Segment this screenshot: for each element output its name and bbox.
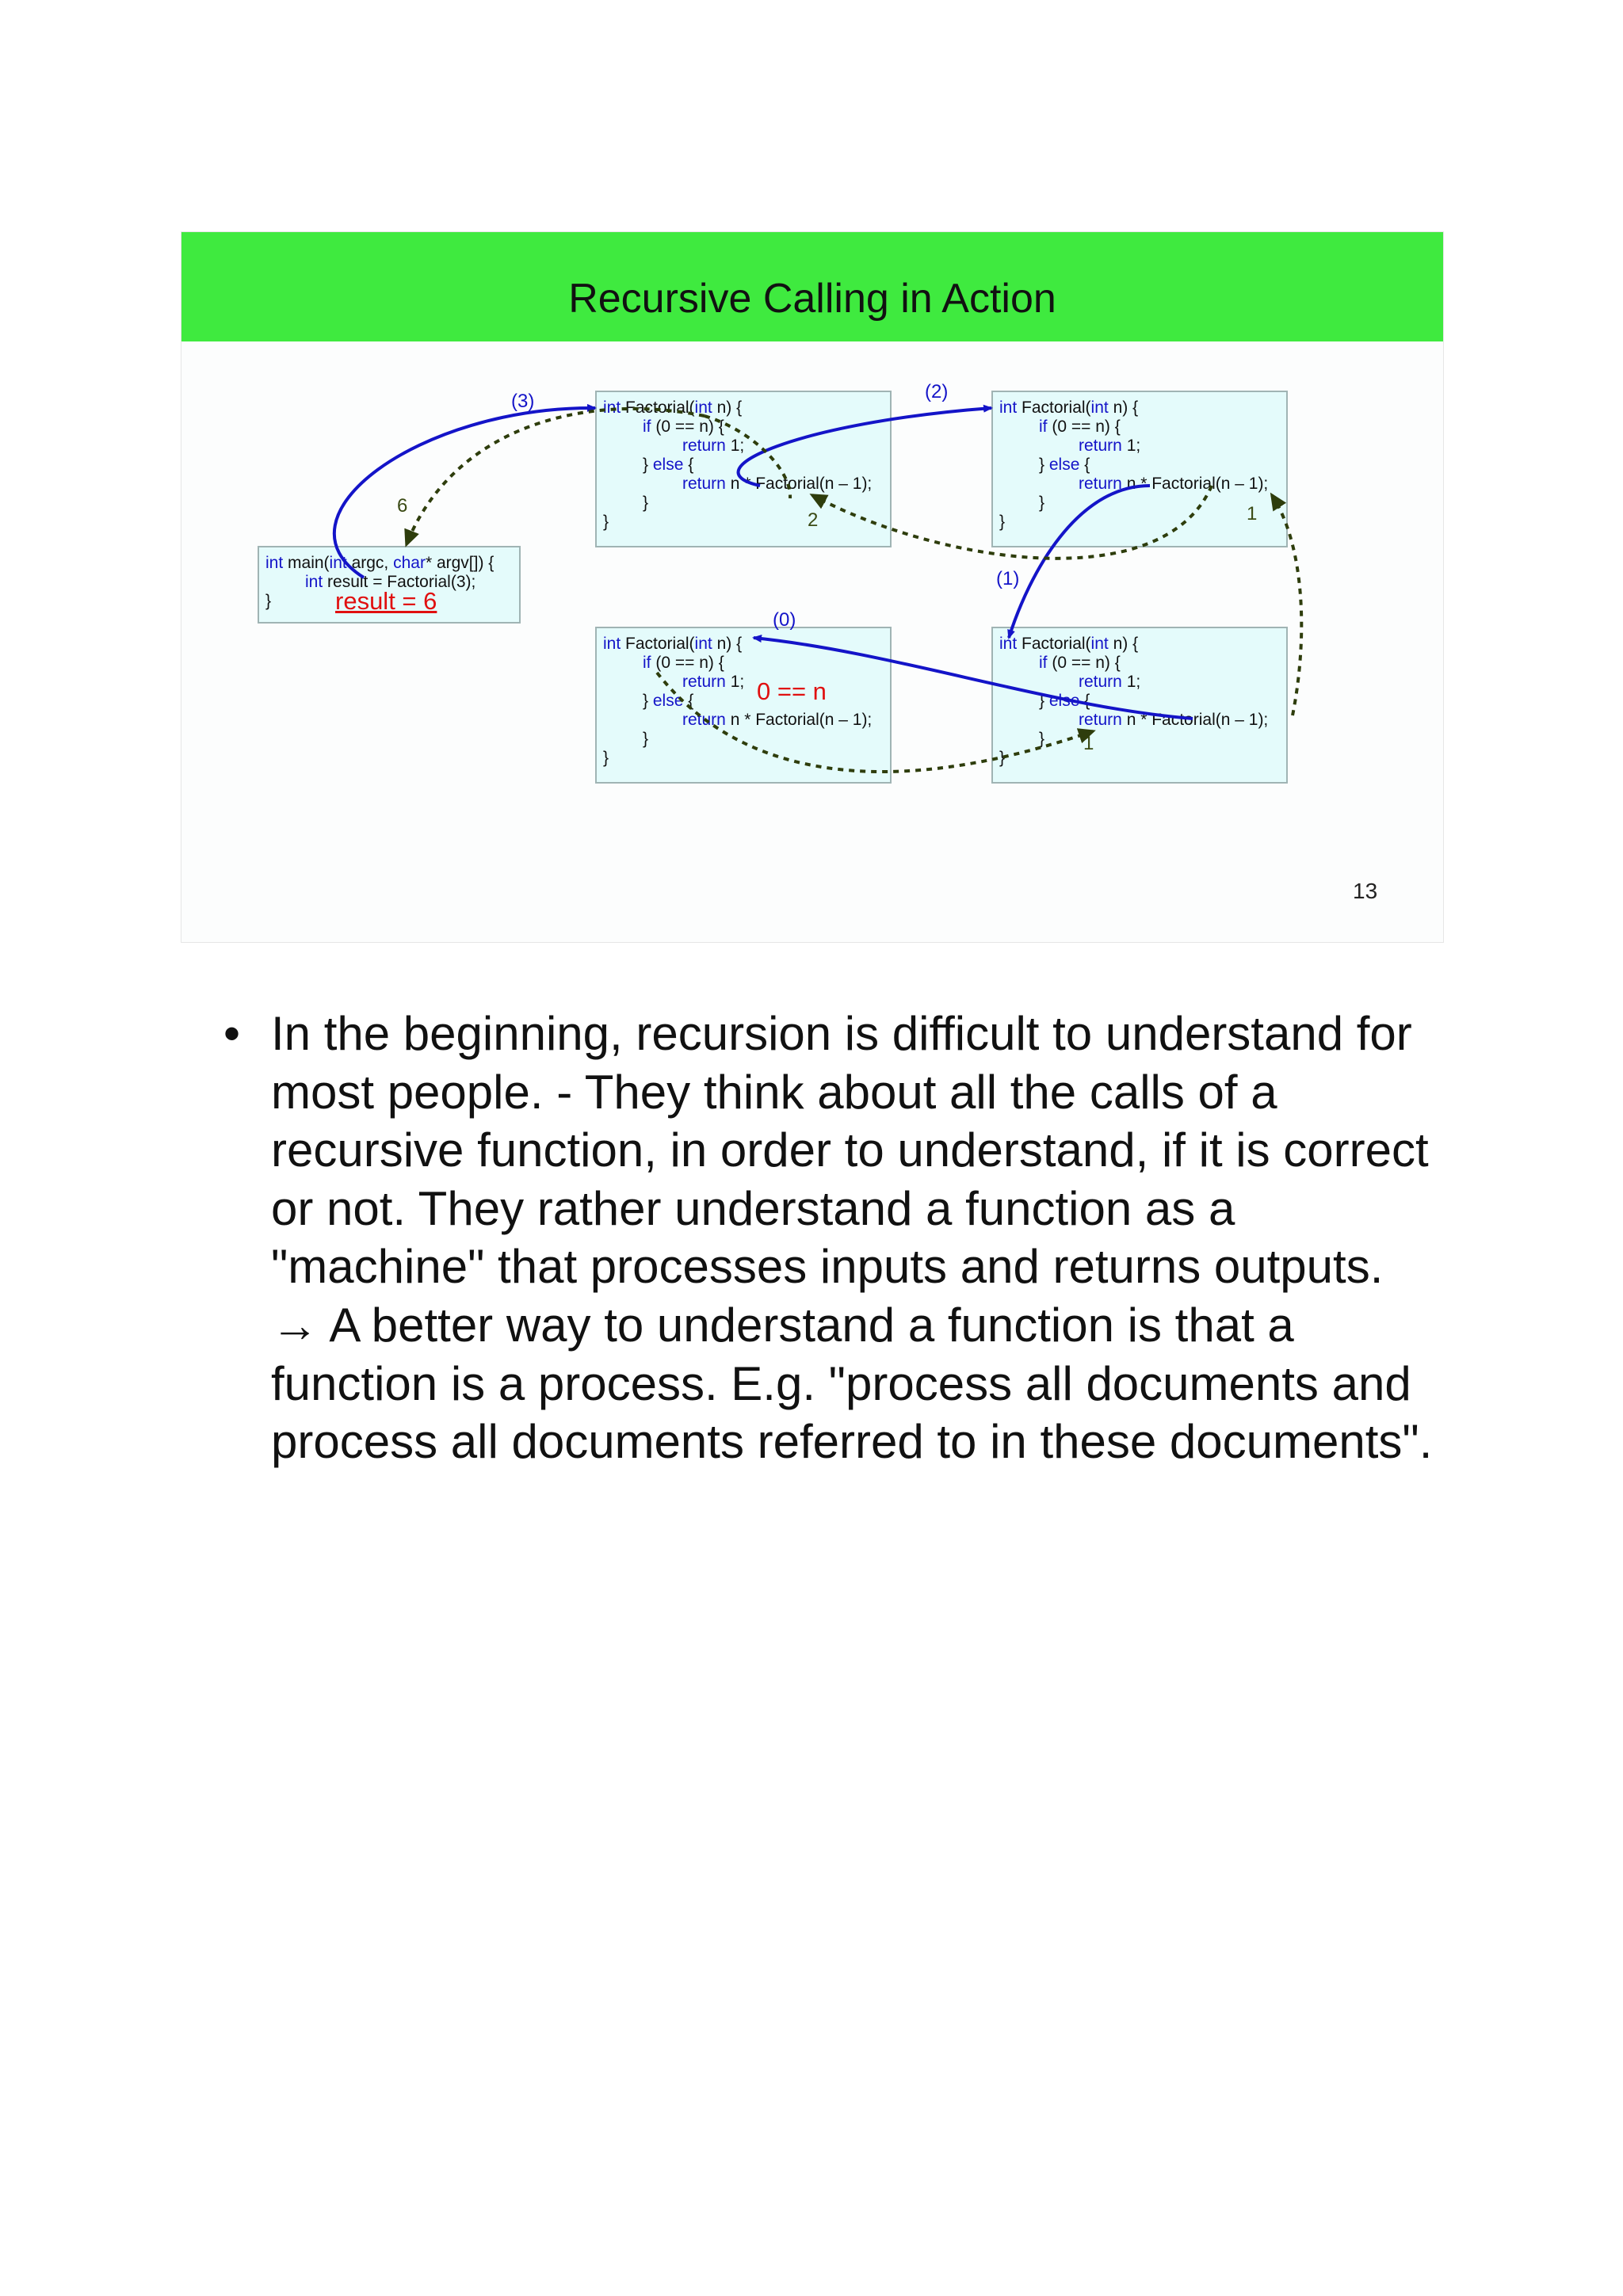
notes-bullet-list bbox=[223, 1005, 1444, 1471]
fact-line-3: return 1; bbox=[1079, 437, 1141, 455]
fact-line-3: return 1; bbox=[1079, 673, 1141, 691]
return-arrow-1 bbox=[1272, 495, 1301, 715]
return-label-1-lower: 1 bbox=[1083, 733, 1094, 754]
fact-line-2: if (0 == n) { bbox=[1039, 418, 1121, 436]
fact-line-5: return n * Factorial(n – 1); bbox=[1079, 711, 1269, 729]
return-arrow-2 bbox=[812, 486, 1212, 559]
return-label-2: 2 bbox=[808, 509, 819, 531]
base-case-label: 0 == n bbox=[757, 677, 827, 705]
fact-line-1: int Factorial(int n) { bbox=[603, 399, 743, 417]
return-arrow-from-box-n3 bbox=[705, 416, 790, 498]
return-arrow-6 bbox=[407, 409, 705, 544]
fact-line-7: } bbox=[999, 749, 1006, 767]
slide-page-number: 13 bbox=[1353, 879, 1378, 903]
fact-line-3: return 1; bbox=[682, 673, 745, 691]
call-arrow-1 bbox=[1009, 486, 1150, 638]
fact-line-5: return n * Factorial(n – 1); bbox=[682, 711, 873, 729]
notes-text: In the beginning, recursion is difficult to understand for most people. - They think about all the calls of a recursive function, in order to understand, if it is correct or not. They rather understand a function as a "machine" that processes inputs and returns outputs. → A better way to understand a function is that a function is a process. E.g. "process all documents and process all documents referred to in these documents". bbox=[271, 1007, 1433, 1469]
fact-line-7: } bbox=[999, 513, 1006, 531]
fact-line-1: int Factorial(int n) { bbox=[999, 399, 1139, 417]
fact-line-4: } else { bbox=[643, 456, 694, 474]
fact-line-1: int Factorial(int n) { bbox=[999, 635, 1139, 653]
main-line-3: } bbox=[265, 592, 272, 610]
main-line-1: int main(int argc, char* argv[]) { bbox=[265, 554, 495, 572]
recursion-diagram bbox=[181, 232, 1445, 944]
slide-title: Recursive Calling in Action bbox=[568, 276, 1056, 322]
fact-line-5: return n * Factorial(n – 1); bbox=[682, 475, 873, 493]
call-arrow-0 bbox=[754, 638, 1193, 719]
main-line-2: int result = Factorial(3); bbox=[305, 573, 476, 591]
call-arrow-2 bbox=[739, 408, 991, 486]
slide bbox=[181, 231, 1444, 943]
call-label-3: (3) bbox=[511, 391, 535, 412]
arrow-layer bbox=[181, 232, 1445, 944]
notes-bullet-item bbox=[223, 1005, 1444, 1471]
fact-line-4: } else { bbox=[1039, 692, 1090, 710]
fact-line-2: if (0 == n) { bbox=[643, 418, 724, 436]
fact-line-6: } bbox=[1039, 494, 1045, 512]
call-label-0: (0) bbox=[773, 609, 796, 631]
fact-line-3: return 1; bbox=[682, 437, 745, 455]
fact-line-4: } else { bbox=[1039, 456, 1090, 474]
call-arrow-3 bbox=[334, 408, 595, 578]
return-arrow-0 bbox=[657, 673, 1093, 772]
fact-line-2: if (0 == n) { bbox=[1039, 654, 1121, 672]
fact-line-6: } bbox=[643, 730, 649, 748]
fact-line-7: } bbox=[603, 513, 609, 531]
call-label-2: (2) bbox=[925, 381, 949, 402]
fact-line-1: int Factorial(int n) { bbox=[603, 635, 743, 653]
return-label-1-upper: 1 bbox=[1247, 503, 1258, 524]
bullet-dot-icon: • bbox=[223, 1007, 241, 1060]
result-label: result = 6 bbox=[335, 587, 437, 615]
fact-line-2: if (0 == n) { bbox=[643, 654, 724, 672]
call-label-1: (1) bbox=[996, 568, 1020, 589]
fact-line-7: } bbox=[603, 749, 609, 767]
return-label-6: 6 bbox=[397, 495, 408, 517]
fact-line-5: return n * Factorial(n – 1); bbox=[1079, 475, 1269, 493]
fact-line-4: } else { bbox=[643, 692, 694, 710]
fact-line-6: } bbox=[1039, 730, 1045, 748]
fact-line-6: } bbox=[643, 494, 649, 512]
